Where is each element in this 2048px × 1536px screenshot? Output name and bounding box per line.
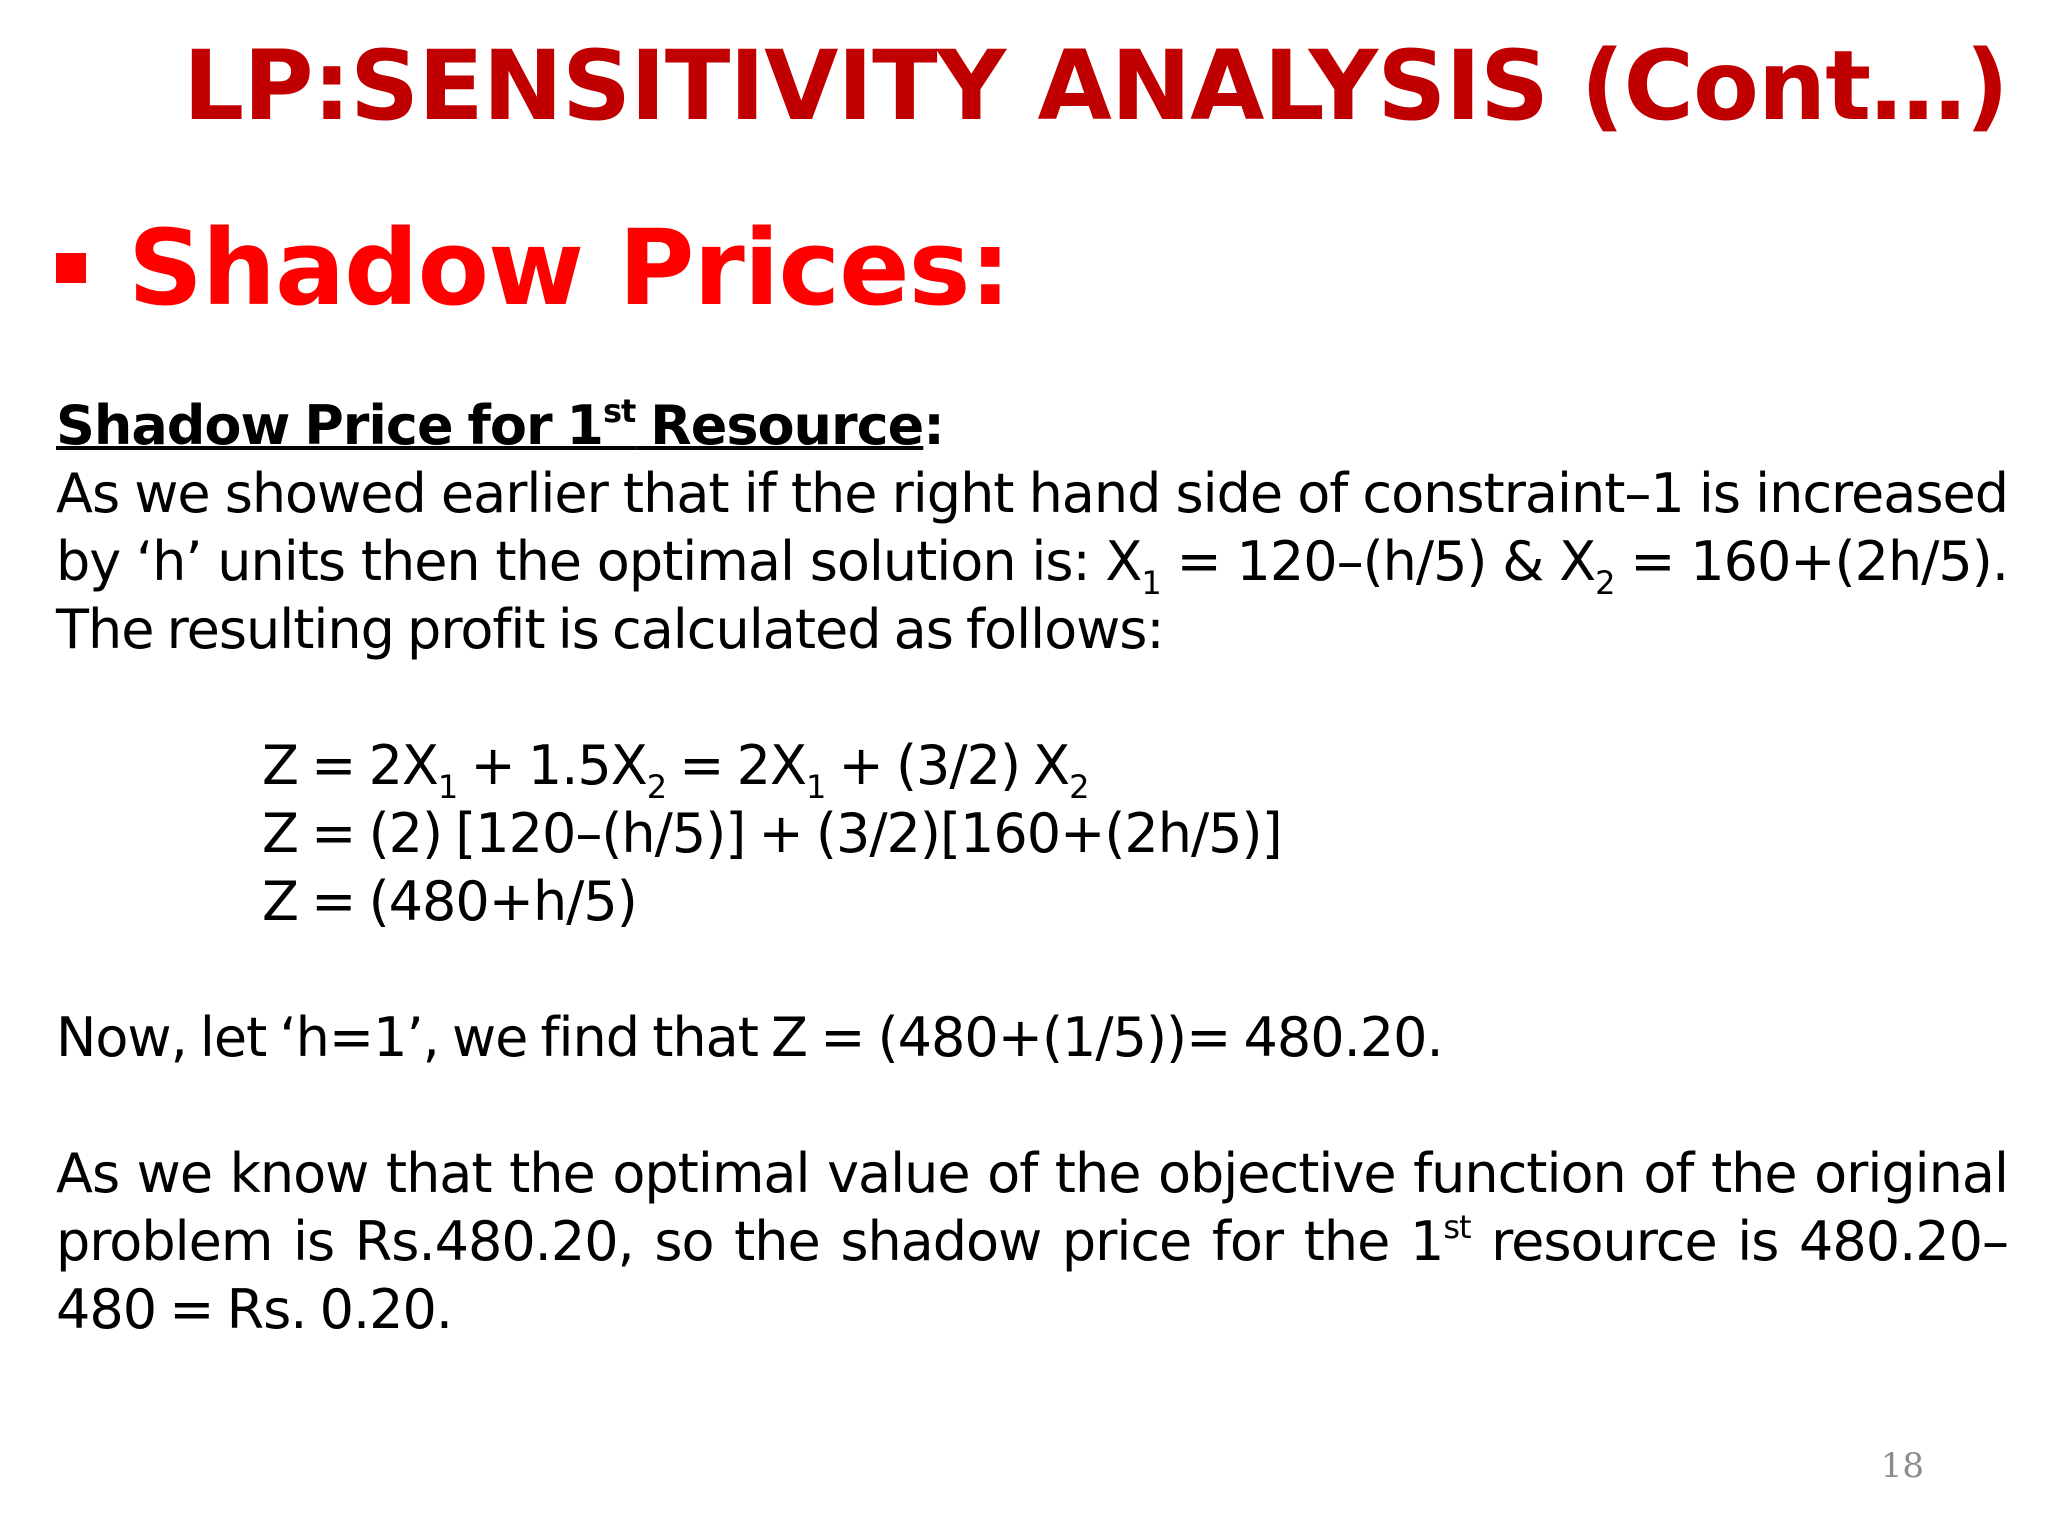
subscript: 2 bbox=[1069, 768, 1089, 806]
equation-line-2: Z = (2) [120–(h/5)] + (3/2)[160+(2h/5)] bbox=[262, 802, 1282, 865]
paragraph-solution-text: = 160+(2h/5). The resulting profit is calculated as follows: bbox=[56, 530, 2008, 661]
subheading-colon: : bbox=[923, 394, 944, 457]
subscript: 2 bbox=[646, 768, 667, 806]
slide-body bbox=[56, 392, 2008, 1344]
paragraph-conclusion-text: resource is 480.20–480 = Rs. 0.20. bbox=[56, 1210, 2008, 1341]
ordinal-superscript: st bbox=[1443, 1208, 1471, 1246]
paragraph-solution bbox=[56, 460, 2008, 664]
square-bullet-icon bbox=[56, 253, 86, 283]
paragraph-conclusion bbox=[56, 1140, 2008, 1344]
equation-text: + 1.5X bbox=[457, 734, 647, 797]
paragraph-conclusion-text: As we know that the optimal value of the objective function of the original problem is Rs.480.20, so the shadow price for the 1 bbox=[56, 1142, 2008, 1273]
slide-title: LP:SENSITIVITY ANALYSIS (Cont…) bbox=[183, 30, 2008, 142]
paragraph-solution-text: = 120–(h/5) & X bbox=[1160, 530, 1596, 593]
subscript: 1 bbox=[806, 768, 826, 806]
subheading bbox=[56, 392, 2008, 460]
subscript: 1 bbox=[1141, 564, 1161, 602]
equation-line-1 bbox=[262, 732, 2008, 806]
section-heading bbox=[56, 208, 1010, 328]
section-heading-text: Shadow Prices: bbox=[128, 207, 1011, 329]
equation-line-3: Z = (480+h/5) bbox=[262, 870, 637, 933]
spacer bbox=[56, 936, 2008, 1004]
equation-text: Z = 2X bbox=[262, 734, 438, 797]
subheading-text-end: Resource bbox=[635, 394, 924, 457]
subheading-text: Shadow Price for 1 bbox=[56, 394, 603, 457]
paragraph-h-equals-1: Now, let ‘h=1’, we find that Z = (480+(1/5))= 480.20. bbox=[56, 1006, 1443, 1069]
subscript: 1 bbox=[437, 768, 458, 806]
equation-text: + (3/2) X bbox=[825, 734, 1070, 797]
equation-block bbox=[262, 732, 2008, 936]
equation-text: = 2X bbox=[666, 734, 807, 797]
subscript: 2 bbox=[1595, 564, 1615, 602]
page-number: 18 bbox=[1880, 1446, 1924, 1486]
spacer bbox=[56, 1072, 2008, 1140]
paragraph-solution-text: As we showed earlier that if the right hand side of constraint–1 is increased by ‘h’ units then the optimal solution is: X bbox=[56, 462, 2008, 593]
subheading-ordinal: st bbox=[602, 392, 636, 430]
subheading-underlined bbox=[56, 394, 923, 457]
